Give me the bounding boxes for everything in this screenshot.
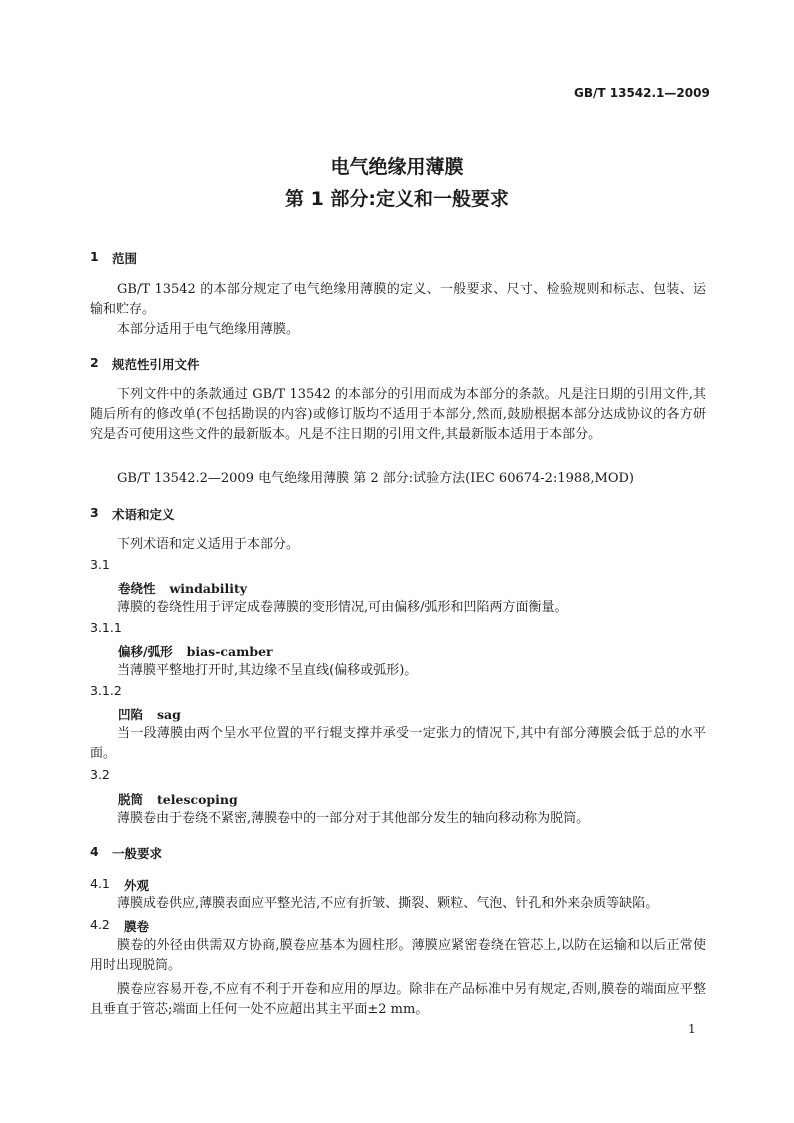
standard-number: GB/T 13542.1—2009	[574, 86, 710, 100]
clause-3-1-1-definition: 当薄膜平整地打开时,其边缘不呈直线(偏移或弧形)。	[117, 663, 418, 678]
clause-3-1-2-number: 3.1.2	[90, 683, 122, 698]
section-2-number: 2	[90, 355, 99, 370]
section-2-heading: 规范性引用文件	[112, 357, 200, 372]
clause-3-2-number: 3.2	[90, 767, 110, 782]
term-zh: 卷绕性	[118, 581, 156, 596]
term-en: windability	[169, 581, 247, 596]
document-subtitle: 第 1 部分:定义和一般要求	[284, 188, 510, 210]
clause-3-1-2-definition: 当一段薄膜由两个呈水平位置的平行辊支撑并承受一定张力的情况下,其中有部分薄膜会低于总的水平面。	[90, 726, 706, 761]
section-1-number: 1	[90, 249, 99, 264]
term-en: telescoping	[157, 792, 238, 807]
term-telescoping	[118, 789, 238, 808]
section-4-heading: 一般要求	[112, 846, 163, 861]
clause-4-1-paragraph: 薄膜成卷供应,薄膜表面应平整光洁,不应有折皱、撕裂、颗粒、气泡、针孔和外来杂质等缺陷。	[117, 896, 659, 911]
term-sag	[118, 704, 181, 723]
clause-4-2-paragraph-1: 膜卷的外径由供需双方协商,膜卷应基本为圆柱形。薄膜应紧密卷绕在管芯上,以防在运输和以后正常使用时出现脱筒。	[90, 938, 706, 973]
clause-3-2-definition: 薄膜卷由于卷绕不紧密,薄膜卷中的一部分对于其他部分发生的轴向移动称为脱筒。	[117, 811, 590, 826]
clause-3-1-1-number: 3.1.1	[90, 620, 122, 635]
section-3-number: 3	[90, 505, 99, 520]
term-bias-camber	[118, 641, 273, 660]
clause-4-2-heading: 膜卷	[124, 919, 150, 934]
page-number: 1	[688, 1022, 696, 1036]
term-zh: 偏移/弧形	[118, 644, 173, 659]
section-3-intro: 下列术语和定义适用于本部分。	[117, 537, 300, 552]
section-1-paragraph-1: GB/T 13542 的本部分规定了电气绝缘用薄膜的定义、一般要求、尺寸、检验规则和标志、包装、运输和贮存。	[90, 282, 706, 317]
section-3-heading: 术语和定义	[112, 507, 175, 522]
clause-3-1-definition: 薄膜的卷绕性用于评定成卷薄膜的变形情况,可由偏移/弧形和凹陷两方面衡量。	[117, 600, 568, 615]
clause-3-1-number: 3.1	[90, 557, 110, 572]
normative-reference: GB/T 13542.2—2009 电气绝缘用薄膜 第 2 部分:试验方法(IEC 60674-2:1988,MOD)	[117, 471, 634, 486]
term-zh: 脱筒	[118, 792, 144, 807]
section-4-number: 4	[90, 844, 99, 859]
term-zh: 凹陷	[118, 707, 144, 722]
clause-4-1-number: 4.1	[90, 876, 110, 891]
clause-4-2-paragraph-2: 膜卷应容易开卷,不应有不利于开卷和应用的厚边。除非在产品标准中另有规定,否则,膜卷的端面应平整且垂直于管芯;端面上任何一处不应超出其主平面±2 mm。	[90, 982, 706, 1017]
section-1-paragraph-2: 本部分适用于电气绝缘用薄膜。	[117, 322, 300, 337]
clause-4-1-heading: 外观	[124, 878, 150, 893]
clause-4-2-number: 4.2	[90, 917, 110, 932]
section-2-paragraph: 下列文件中的条款通过 GB/T 13542 的本部分的引用而成为本部分的条款。凡是注日期的引用文件,其随后所有的修改单(不包括勘误的内容)或修订版均不适用于本部分,然而,鼓励根据本部分达成协议的各方研究是否可使用这些文件的最新版本。凡是不注日期的引用文件,其最新版本适用于本部分。	[90, 387, 706, 442]
term-windability	[118, 578, 247, 597]
document-title: 电气绝缘用薄膜	[330, 156, 464, 178]
term-en: sag	[157, 707, 181, 722]
section-1-heading: 范围	[112, 251, 138, 266]
term-en: bias-camber	[186, 644, 273, 659]
